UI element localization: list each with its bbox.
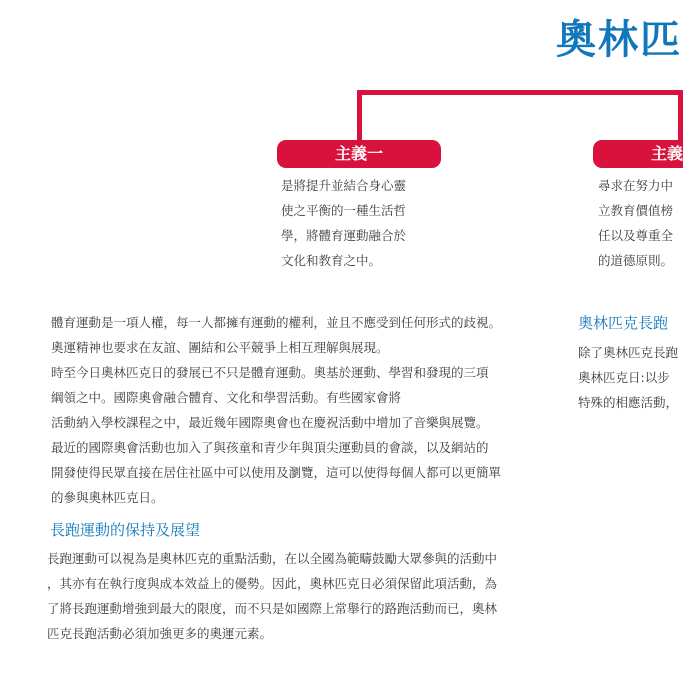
long-run-paragraph-line: ，其亦有在執行度與成本效益上的優勢。因此，奧林匹克日必須保留此項活動，為 xyxy=(47,576,498,591)
principle-two-line: 的道德原則。 xyxy=(598,253,674,268)
long-run-paragraph-line: 長跑運動可以視為是奧林匹克的重點活動，在以全國為範疇鼓勵大眾參與的活動中 xyxy=(47,551,498,566)
main-paragraph xyxy=(51,310,561,510)
main-paragraph-line: 綱領之中。國際奧會融合體育、文化和學習活動。有些國家會將 xyxy=(51,390,402,405)
principle-two-line: 立教育價值榜 xyxy=(598,203,674,218)
side-section-paragraph xyxy=(578,340,678,415)
principle-two-line: 尋求在努力中 xyxy=(598,178,674,193)
principle-one-label: 主義一 xyxy=(277,140,441,168)
long-run-heading: 長跑運動的保持及展望 xyxy=(50,521,201,539)
principle-one-line: 是將提升並結合身心靈 xyxy=(281,178,407,193)
main-paragraph-line: 的參與奧林匹克日。 xyxy=(51,490,164,505)
side-paragraph-line: 奧林匹克日:以步 xyxy=(578,370,670,385)
connector-left-drop-line xyxy=(357,90,362,142)
long-run-paragraph xyxy=(47,546,497,646)
principle-two-line: 任以及尊重全 xyxy=(598,228,674,243)
page-title: 奧林匹 xyxy=(556,17,682,63)
side-paragraph-line: 除了奧林匹克長跑 xyxy=(578,345,679,360)
principle-two-description xyxy=(598,173,673,273)
main-paragraph-line: 最近的國際奧會活動也加入了與孩童和青少年與頂尖運動員的會談，以及網站的 xyxy=(51,440,489,455)
principle-one-line: 使之平衡的一種生活哲 xyxy=(281,203,407,218)
main-paragraph-line: 體育運動是一項人權，每一人都擁有運動的權利，並且不應受到任何形式的歧視。 xyxy=(51,315,502,330)
main-paragraph-line: 活動納入學校課程之中，最近幾年國際奧會也在慶祝活動中增加了音樂與展覽。 xyxy=(51,415,489,430)
connector-horizontal-line xyxy=(357,90,683,95)
principle-one-description xyxy=(281,173,406,273)
side-paragraph-line: 特殊的相應活動， xyxy=(578,395,679,410)
connector-right-drop-line xyxy=(678,90,683,142)
side-section-heading: 奧林匹克長跑 xyxy=(578,314,669,332)
long-run-paragraph-line: 匹克長跑活動必須加強更多的奧運元素。 xyxy=(47,626,273,641)
main-paragraph-line: 奧運精神也要求在友誼、團結和公平競爭上相互理解與展現。 xyxy=(51,340,389,355)
long-run-paragraph-line: 了將長跑運動增強到最大的限度，而不只是如國際上常舉行的路跑活動而已，奧林 xyxy=(47,601,498,616)
main-paragraph-line: 開發使得民眾直接在居住社區中可以使用及瀏覽，這可以使得每個人都可以更簡單 xyxy=(51,465,502,480)
principle-two-label: 主義 xyxy=(593,140,683,168)
principle-one-line: 學，將體育運動融合於 xyxy=(281,228,407,243)
main-paragraph-line: 時至今日奧林匹克日的發展已不只是體育運動。奧基於運動、學習和發現的三項 xyxy=(51,365,489,380)
principle-one-line: 文化和教育之中。 xyxy=(281,253,382,268)
